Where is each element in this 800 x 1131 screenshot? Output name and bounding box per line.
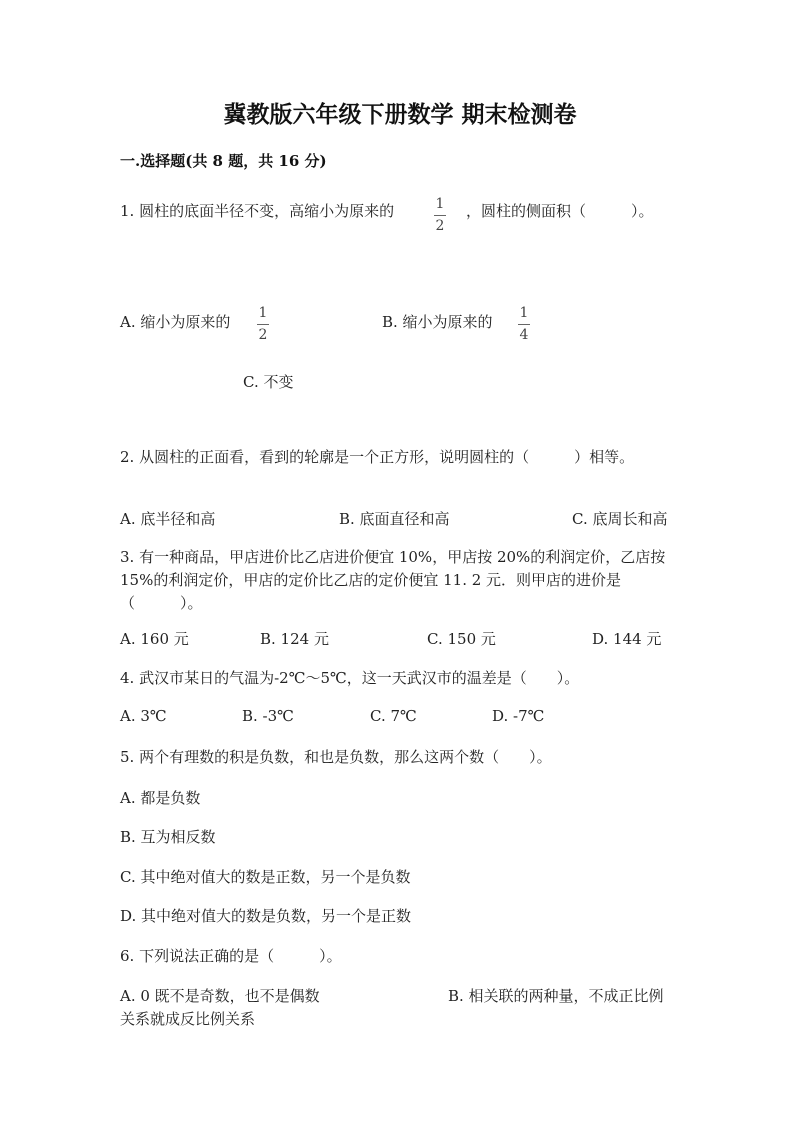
question-5-text: 5. 两个有理数的积是负数，和也是负数，那么这两个数（ ）。 — [120, 748, 552, 766]
question-1-option-a-fraction — [257, 305, 269, 344]
question-3-line-2: 15%的利润定价，甲店的定价比乙店的定价便宜 11. 2 元．则甲店的进价是 — [120, 571, 622, 589]
question-3-option-a: A. 160 元 — [120, 630, 189, 648]
question-1-option-c: C. 不变 — [243, 373, 294, 391]
question-2-option-a: A. 底半径和高 — [120, 510, 216, 528]
question-5-option-c: C. 其中绝对值大的数是正数，另一个是负数 — [120, 868, 411, 886]
question-5-option-a: A. 都是负数 — [120, 789, 201, 807]
question-2-option-c: C. 底周长和高 — [572, 510, 668, 528]
question-6-option-b-continued: 关系就成反比例关系 — [120, 1010, 256, 1028]
question-5-option-d: D. 其中绝对值大的数是负数，另一个是正数 — [120, 907, 412, 925]
fraction-bar — [257, 324, 269, 325]
question-4-option-a: A. 3℃ — [120, 707, 167, 725]
question-1-text-a: 1. 圆柱的底面半径不变，高缩小为原来的 — [120, 202, 395, 220]
question-1-option-a: A. 缩小为原来的 — [120, 313, 231, 331]
question-4-option-c: C. 7℃ — [370, 707, 417, 725]
question-1-option-b: B. 缩小为原来的 — [382, 313, 493, 331]
question-3-option-c: C. 150 元 — [427, 630, 496, 648]
page-title: 冀教版六年级下册数学 期末检测卷 — [223, 101, 577, 128]
question-3-line-3: （ ）。 — [120, 594, 203, 612]
question-4-option-d: D. -7℃ — [492, 707, 545, 725]
fraction-bar — [518, 324, 530, 325]
question-3-option-d: D. 144 元 — [592, 630, 662, 648]
question-3-option-b: B. 124 元 — [260, 630, 329, 648]
fraction-bar — [434, 215, 446, 216]
question-2-text: 2. 从圆柱的正面看，看到的轮廓是一个正方形，说明圆柱的（ ）相等。 — [120, 448, 635, 466]
question-6-option-b: B. 相关联的两种量，不成正比例 — [448, 987, 664, 1005]
question-6-text: 6. 下列说法正确的是（ ）。 — [120, 947, 342, 965]
question-1-text-b: ，圆柱的侧面积（ ）。 — [466, 202, 654, 220]
fraction-numerator: 1 — [519, 305, 529, 321]
question-4-text: 4. 武汉市某日的气温为-2℃～5℃，这一天武汉市的温差是（ ）。 — [120, 669, 580, 687]
section-heading: 一.选择题(共 8 题，共 16 分) — [120, 152, 327, 170]
question-5-option-b: B. 互为相反数 — [120, 828, 216, 846]
fraction-numerator: 1 — [435, 196, 445, 212]
fraction-numerator: 1 — [258, 305, 268, 321]
fraction-denominator: 2 — [435, 218, 445, 234]
question-4-option-b: B. -3℃ — [242, 707, 294, 725]
question-2-option-b: B. 底面直径和高 — [339, 510, 450, 528]
fraction-denominator: 2 — [258, 327, 268, 343]
question-1-option-b-fraction — [518, 305, 530, 344]
question-3-line-1: 3. 有一种商品，甲店进价比乙店进价便宜 10%，甲店按 20%的利润定价，乙店按 — [120, 548, 666, 566]
question-1-fraction — [434, 196, 446, 235]
question-6-option-a: A. 0 既不是奇数，也不是偶数 — [120, 987, 320, 1005]
fraction-denominator: 4 — [519, 327, 529, 343]
